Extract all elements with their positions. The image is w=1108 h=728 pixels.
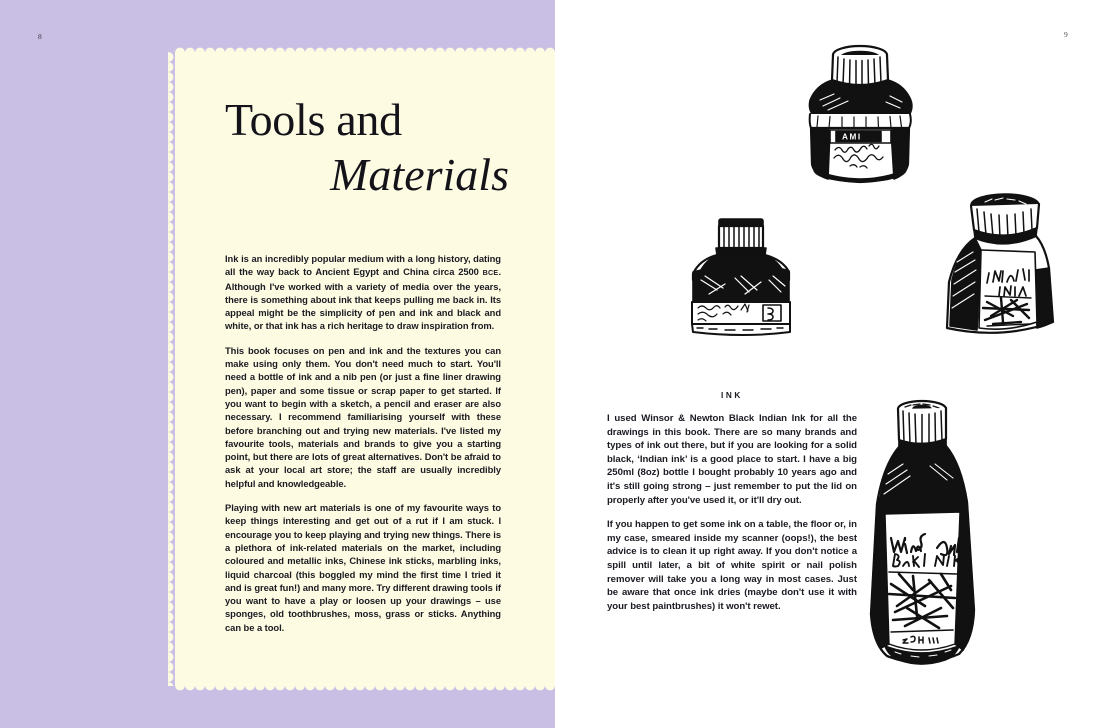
scallop-edge-left: [168, 52, 176, 686]
paragraph-spills: If you happen to get some ink on a table, the floor or, in my case, smeared inside my scanner (oops!), the best advice is to clean it up right away. If you don't notice a spill until later, a bit of white spirit or nail polish remover will take you a long way in most cases. Just be aware that once ink dries (maybe don't use it with your best paintbrushes) it won't rewet.: [607, 519, 857, 612]
ink-bottle-square-illustration: [683, 214, 803, 339]
paragraph-playing: Playing with new art materials is one of my favourite ways to keep things interesting and get out of a rut if I am stuck. I encourage you to keep playing and trying new things. There is a plethora of ink-related materials on the market, including coloured and metallic inks, Chinese ink sticks, marbling inks, liquid charcoal (this boggled my mind the first time I tried it and is great fun!) and many more. Try different drawing tools if you want to have a play or loosen up your drawings – use sponges, old toothbrushes, moss, grass or sticks. Anything can be a tool.: [225, 502, 501, 633]
paragraph-intro-part-2: . Although I've worked with a variety of media over the years, there is something about ink that keeps pulling me back in. Its appeal might be the simplicity of pen and ink and black and white, or that ink has a rich heritage to draw inspiration from.: [225, 266, 501, 332]
svg-text:AMI: AMI: [842, 132, 862, 142]
page-number-right: 9: [1063, 30, 1068, 39]
chapter-title-line-1: Tools and: [225, 94, 402, 145]
ink-bottle-tilted-illustration: [941, 190, 1066, 340]
right-page: [555, 0, 1108, 728]
paragraph-winsor-newton: I used Winsor & Newton Black Indian Ink for all the drawings in this book. There are so many brands and types of ink out there, but if you are looking for a solid black, ‘Indian ink’ is a good place to start. I have a big 250ml (8oz) bottle I bought probably 10 years ago and it's still going strong – just remember to put the lid on properly after you've used it, or it'll dry out.: [607, 413, 857, 506]
paragraph-book-focus: This book focuses on pen and ink and the textures you can make using only them. You don't need much to start. You'll need a bottle of ink and a nib pen (or just a fine liner drawing pen), paper and some tissue or scrap paper to get started. If you want to begin with a sketch, a pencil and eraser are also necessary. I recommend familiarising yourself with these before branching out and trying new materials. I've listed my favourite tools, materials and brands to give you a starting point, but there are lots of great alternatives. Don't be afraid to ask at your local art store; the staff are usually incredibly helpful and knowledgeable.: [225, 344, 501, 489]
right-body-column: [607, 412, 857, 613]
scallop-edge-bottom: [175, 685, 555, 692]
left-body-column: [225, 252, 501, 634]
chapter-title-line-2: Materials: [330, 149, 509, 200]
ink-pot-ami-illustration: [790, 38, 930, 193]
page-number-left: 8: [38, 32, 43, 41]
chapter-title: [221, 94, 511, 200]
ink-bottle-winsor-newton-illustration: [855, 394, 990, 679]
cream-content-card: [175, 52, 555, 686]
paragraph-intro-part-1: Ink is an incredibly popular medium with a long history, dating all the way back to Ancient Egypt and China circa 2500: [225, 253, 501, 278]
paragraph-intro: [225, 252, 501, 333]
paragraph-intro-smallcaps: BCE: [482, 268, 499, 278]
section-heading-ink: INK: [721, 391, 743, 400]
scallop-edge-top: [175, 46, 555, 53]
